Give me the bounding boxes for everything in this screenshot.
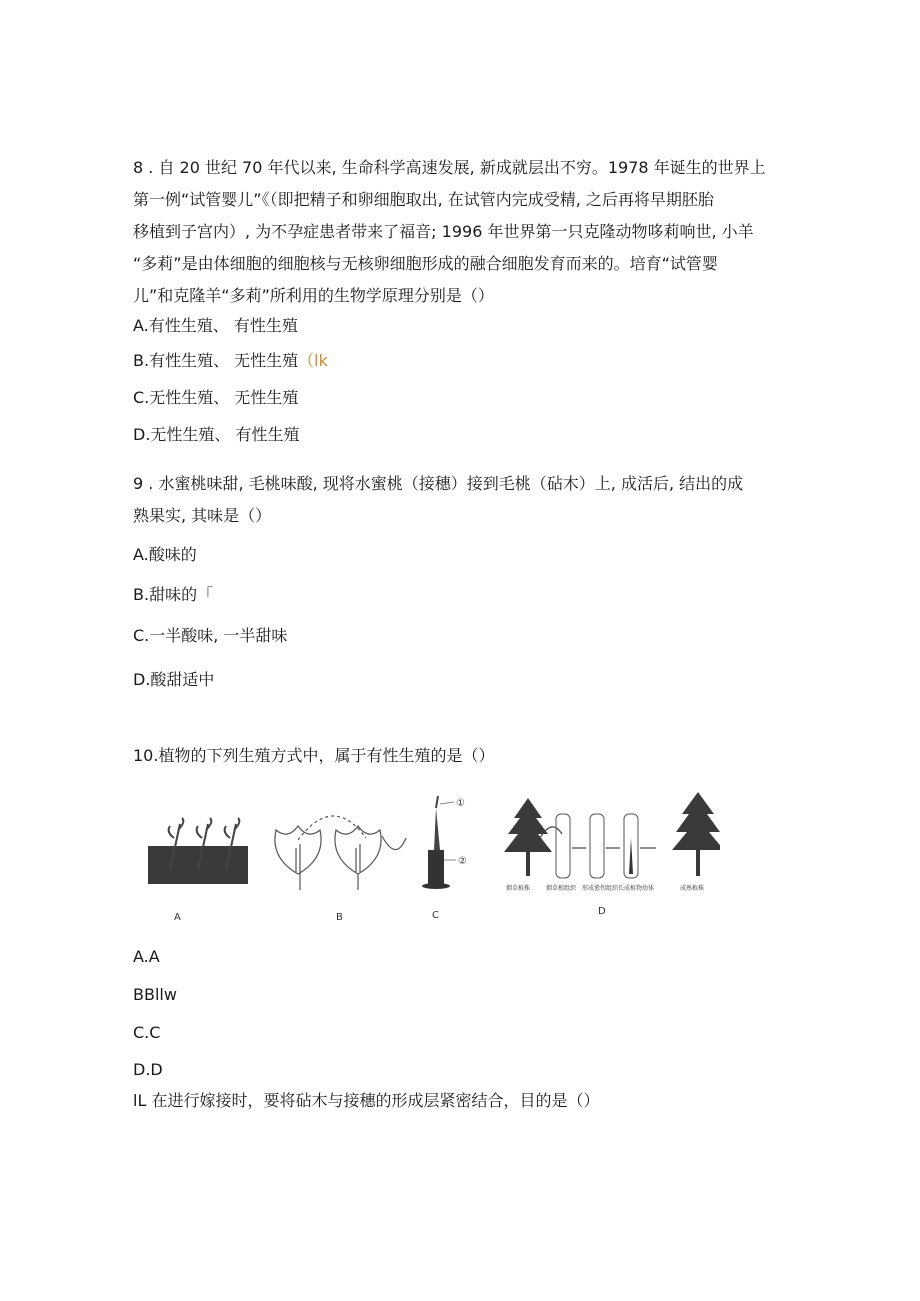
q8-option-a: A.有性生殖、 有性生殖	[133, 316, 298, 335]
panel-c-grafting-illustration	[422, 796, 456, 889]
panel-b-label: B	[336, 912, 343, 923]
q8-stem-line-1: 8 . 自 20 世纪 70 年代以来, 生命科学高速发展, 新成就层出不穷。1978 年诞生的世界上	[133, 158, 766, 177]
q10-figure-svg	[148, 778, 720, 928]
q9-option-d: D.酸甜适中	[133, 670, 215, 689]
q10-stem: 10.植物的下列生殖方式中，属于有性生殖的是（）	[133, 746, 495, 765]
panel-c-callout-2: ②	[458, 856, 467, 867]
q9-stem-line-1: 9 . 水蜜桃味甜, 毛桃味酸, 现将水蜜桃（接穗）接到毛桃（砧木）上, 成活后, 结出的成	[133, 474, 744, 493]
panel-d-tissue-culture-illustration	[504, 792, 720, 878]
panel-d-caption-4: 长成植物幼体	[618, 885, 655, 892]
q8-option-b-text: B.有性生殖、 无性生殖	[133, 351, 299, 370]
panel-a-cuttings-illustration	[148, 818, 248, 884]
panel-a-label: A	[174, 912, 181, 923]
q9-stem-line-2: 熟果实, 其味是（）	[133, 506, 272, 525]
panel-d-caption-2: 烟草根组织	[546, 885, 577, 892]
panel-d-label: D	[598, 906, 606, 917]
q9-option-a: A.酸味的	[133, 545, 197, 564]
q8-stem-line-4: “多莉”是由体细胞的细胞核与无核卵细胞形成的融合细胞发育而来的。培育“试管婴	[133, 254, 718, 273]
q10-option-a: A.A	[133, 947, 160, 966]
q8-option-c: C.无性生殖、 无性生殖	[133, 388, 299, 407]
q11-stem: lL 在进行嫁接时，要将砧木与接穗的形成层紧密结合，目的是（）	[133, 1091, 600, 1110]
panel-c-label: C	[432, 910, 439, 921]
q8-option-d: D.无性生殖、 有性生殖	[133, 425, 300, 444]
q8-stem-line-5: 儿”和克隆羊“多莉”所利用的生物学原理分别是（）	[133, 286, 494, 305]
panel-c-callout-1: ①	[456, 798, 465, 809]
q10-option-d: D.D	[133, 1060, 163, 1079]
q10-figure	[148, 778, 720, 928]
q8-option-b-mark: （lk	[298, 351, 328, 370]
q10-option-c: C.C	[133, 1023, 161, 1042]
q8-option-b	[133, 349, 328, 373]
panel-b-flowers-illustration	[275, 816, 406, 890]
q9-option-c: C.一半酸味, 一半甜味	[133, 626, 288, 645]
q8-stem-line-2: 第一例“试管婴儿”《（即把精子和卵细胞取出, 在试管内完成受精, 之后再将早期胚胎	[133, 190, 714, 209]
q8-stem-line-3: 移植到子宫内）, 为不孕症患者带来了福音; 1996 年世界第一只克隆动物哆莉响世, 小羊	[133, 222, 754, 241]
panel-d-caption-5: 成熟植株	[680, 885, 705, 892]
q9-option-b: B.甜味的「	[133, 585, 214, 604]
panel-d-caption-3: 形成愈伤组织	[582, 885, 619, 892]
q10-option-b: BBllw	[133, 985, 177, 1004]
panel-d-caption-1: 烟草植株	[506, 885, 531, 892]
